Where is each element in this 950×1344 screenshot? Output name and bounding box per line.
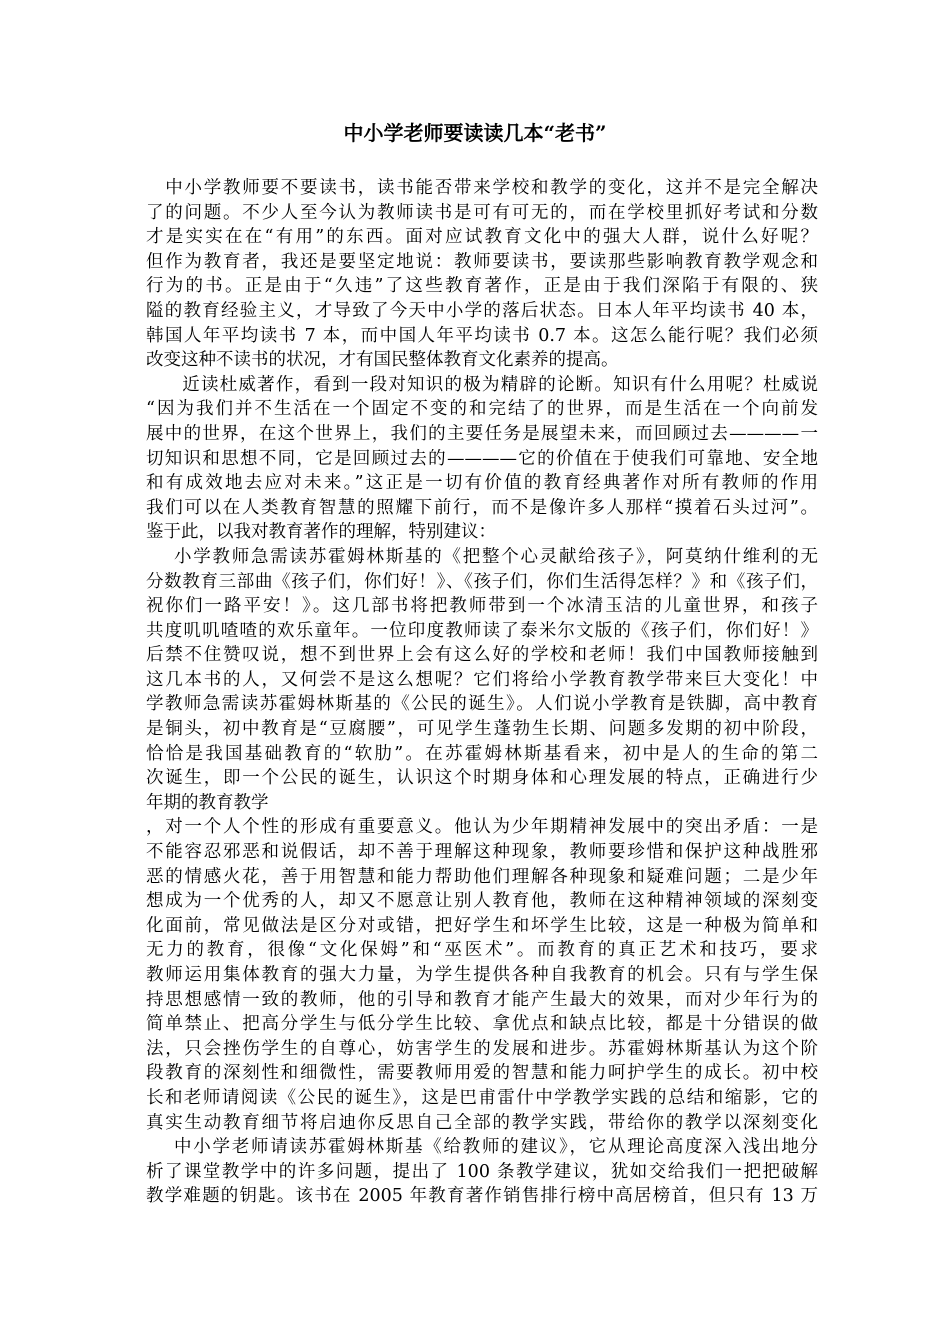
text-line: 教师运用集体教育的强大力量，为学生提供各种自我教育的机会。只有与学生保 xyxy=(146,965,818,985)
text-line: 切知识和思想不同，它是回顾过去的————它的价值在于使我们可靠地、安全地 xyxy=(146,448,818,469)
text-line: 长和老师请阅读《公民的诞生》，这是巴甫雷什中学教学实践的总结和缩影，它的 xyxy=(146,1087,818,1108)
text-line: 近读杜威著作，看到一段对知识的极为精辟的论断。知识有什么用呢？杜威说 xyxy=(181,374,818,395)
text-line: 年期的教育教学 xyxy=(146,792,269,813)
text-line: 析了课堂教学中的许多问题，提出了 100 条教学建议，犹如交给我们一把把破解 xyxy=(146,1161,818,1182)
text-line: 中小学老师请读苏霍姆林斯基《给教师的建议》，它从理论高度深入浅出地分 xyxy=(172,1137,818,1158)
text-line: 是铜头，初中教育是“豆腐腰”，可见学生蓬勃生长期、问题多发期的初中阶段， xyxy=(146,719,818,740)
text-line: 化面前，常见做法是区分对或错，把好学生和坏学生比较，这是一种极为简单和 xyxy=(146,915,818,936)
text-line: 恰恰是我国基础教育的“软肋”。在苏霍姆林斯基看来，初中是人的生命的第二 xyxy=(146,743,818,764)
text-line: 中小学教师要不要读书，读书能否带来学校和教学的变化，这并不是完全解决 xyxy=(163,178,818,198)
text-line: 改变这种不读书的状况，才有国民整体教育文化素养的提高。 xyxy=(146,350,619,371)
text-line: 教学难题的钥匙。该书在 2005 年教育著作销售排行榜中高居榜首，但只有 13 万 xyxy=(146,1186,818,1207)
document-title: 中小学老师要读读几本“老书” xyxy=(343,121,607,145)
text-line: 持思想感情一致的教师，他的引导和教育才能产生最大的效果，而对少年行为的 xyxy=(146,989,818,1010)
text-line: 我们可以在人类教育智慧的照耀下前行，而不是像许多人那样“摸着石头过河”。 xyxy=(146,497,818,518)
text-line: 小学教师急需读苏霍姆林斯基的《把整个心灵献给孩子》，阿莫纳什维利的无 xyxy=(172,546,818,567)
text-line: 隘的教育经验主义，才导致了今天中小学的落后状态。日本人年平均读书 40 本， xyxy=(146,300,818,321)
text-line: 法，只会挫伤学生的自尊心，妨害学生的发展和进步。苏霍姆林斯基认为这个阶 xyxy=(146,1038,818,1059)
text-line: 但作为教育者，我还是要坚定地说：教师要读书，要读那些影响教育教学观念和 xyxy=(146,251,818,272)
text-line: 段教育的深刻性和细微性，需要教师用爱的智慧和能力呵护学生的成长。初中校 xyxy=(146,1063,818,1084)
text-line: 后禁不住赞叹说，想不到世界上会有这么好的学校和老师！我们中国教师接触到 xyxy=(146,645,818,666)
text-line: 恶的情感火花，善于用智慧和能力帮助他们理解各种现象和疑难问题；二是少年 xyxy=(146,866,818,887)
text-line: 想成为一个优秀的人，却又不愿意让别人教育他，教师在这种精神领域的深刻变 xyxy=(146,891,818,912)
text-line: 次诞生，即一个公民的诞生，认识这个时期身体和心理发展的特点，正确进行少 xyxy=(146,768,818,789)
text-line: 行为的书。正是由于“久违”了这些教育著作，正是由于我们深陷于有限的、狭 xyxy=(146,276,818,297)
text-line: 不能容忍邪恶和说假话，却不善于理解这种现象，教师要珍惜和保护这种战胜邪 xyxy=(146,842,818,863)
document-body xyxy=(146,176,818,1209)
text-line: 了的问题。不少人至今认为教师读书是可有可无的，而在学校里抓好考试和分数 xyxy=(146,202,818,223)
text-line: 简单禁止、把高分学生与低分学生比较、拿优点和缺点比较，都是十分错误的做 xyxy=(146,1014,818,1035)
text-line: “因为我们并不生活在一个固定不变的和完结了的世界，而是生活在一个向前发 xyxy=(146,399,818,420)
text-line: 共度叽叽喳喳的欢乐童年。一位印度教师读了泰米尔文版的《孩子们，你们好！》 xyxy=(146,620,818,641)
text-line: 无力的教育，很像“文化保姆”和“巫医术”。而教育的真正艺术和技巧，要求 xyxy=(146,940,818,961)
text-line: 真实生动教育细节将启迪你反思自己全部的教学实践，带给你的教学以深刻变化 xyxy=(146,1112,818,1133)
text-line: 和有成效地去应对未来。”这正是一切有价值的教育经典著作对所有教师的作用 xyxy=(146,473,818,494)
text-line: 展中的世界，在这个世界上，我们的主要任务是展望未来，而回顾过去————一 xyxy=(146,423,818,444)
text-line: 学教师急需读苏霍姆林斯基的《公民的诞生》。人们说小学教育是铁脚，高中教育 xyxy=(146,694,818,715)
text-line: 祝你们一路平安！》。这几部书将把教师带到一个冰清玉洁的儿童世界，和孩子 xyxy=(146,596,818,617)
text-line: 鉴于此，以我对教育著作的理解，特别建议： xyxy=(146,522,496,543)
text-line: 韩国人年平均读书 7 本，而中国人年平均读书 0.7 本。这怎么能行呢？我们必须 xyxy=(146,325,818,346)
text-line: ，对一个人个性的形成有重要意义。他认为少年期精神发展中的突出矛盾：一是 xyxy=(146,817,818,838)
text-line: 分数教育三部曲《孩子们，你们好！》、《孩子们，你们生活得怎样？》和《孩子们， xyxy=(146,571,818,592)
text-line: 这几本书的人，又何尝不是这么想呢？它们将给小学教育教学带来巨大变化！中 xyxy=(146,669,818,690)
text-line: 才是实实在在“有用”的东西。面对应试教育文化中的强大人群，说什么好呢？ xyxy=(146,227,818,248)
